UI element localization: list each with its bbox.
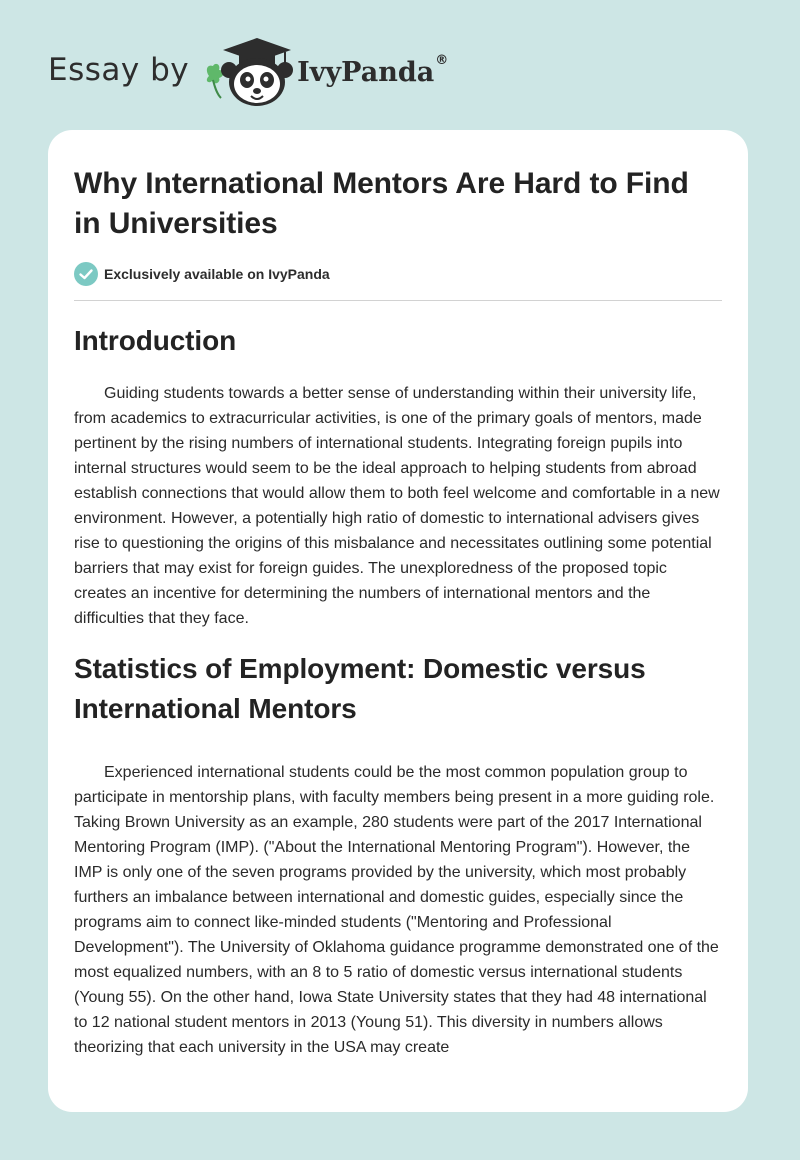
panda-graduate-logo-icon[interactable]: [203, 36, 295, 108]
ivy-leaf-icon: [207, 64, 224, 98]
site-header: [48, 36, 448, 108]
section-paragraph: Experienced international students could be the most common population group to participate in mentorship plans, with faculty members being present in a more guiding role. Taking Brown University as an example, 280 students were part of the 2017 International Mentoring Program (IMP). ("About the International Mentoring Program"). However, the IMP is only one of the seven programs provided by the university, which most probably furthers an imbalance between international and domestic guides, especially since the programs aim to connect like-minded students ("Mentoring and Professional Development"). The University of Oklahoma guidance programme demonstrated one of the most equalized numbers, with an 8 to 5 ratio of domestic versus international students (Young 55). On the other hand, Iowa State University states that they had 48 international to 12 national student mentors in 2013 (Young 51). This diversity in numbers allows theorizing that each university in the USA may create: [74, 764, 719, 1056]
section-heading: Introduction: [74, 325, 237, 356]
section-introduction: [74, 321, 722, 631]
section-heading: Statistics of Employment: Domestic versus International Mentors: [74, 653, 646, 724]
essay-title: Why International Mentors Are Hard to Find in Universities: [74, 167, 689, 240]
section-statistics: [74, 649, 722, 1060]
exclusive-badge: [74, 262, 722, 301]
exclusive-badge-text: Exclusively available on IvyPanda: [104, 266, 330, 282]
brand-name[interactable]: IvyPanda®: [297, 52, 449, 88]
essay-card: [48, 130, 748, 1112]
section-paragraph: Guiding students towards a better sense of understanding within their university life, from academics to extracurricular activities, is one of the primary goals of mentors, made pertinent by the rising numbers of international students. Integrating foreign pupils into internal structures would seem to be the ideal approach to helping students from abroad establish connections that would allow them to both feel welcome and comfortable in a new environment. However, a potentially high ratio of domestic to international advisers gives rise to questioning the origins of this misbalance and necessitates outlining some potential barriers that may exist for foreign guides. The unexploredness of the proposed topic creates an incentive for determining the numbers of international mentors and the difficulties that they face.: [74, 385, 720, 627]
registered-mark: ®: [435, 52, 449, 68]
check-circle-icon: [74, 262, 98, 286]
essay-by-label: Essay by: [48, 52, 190, 88]
